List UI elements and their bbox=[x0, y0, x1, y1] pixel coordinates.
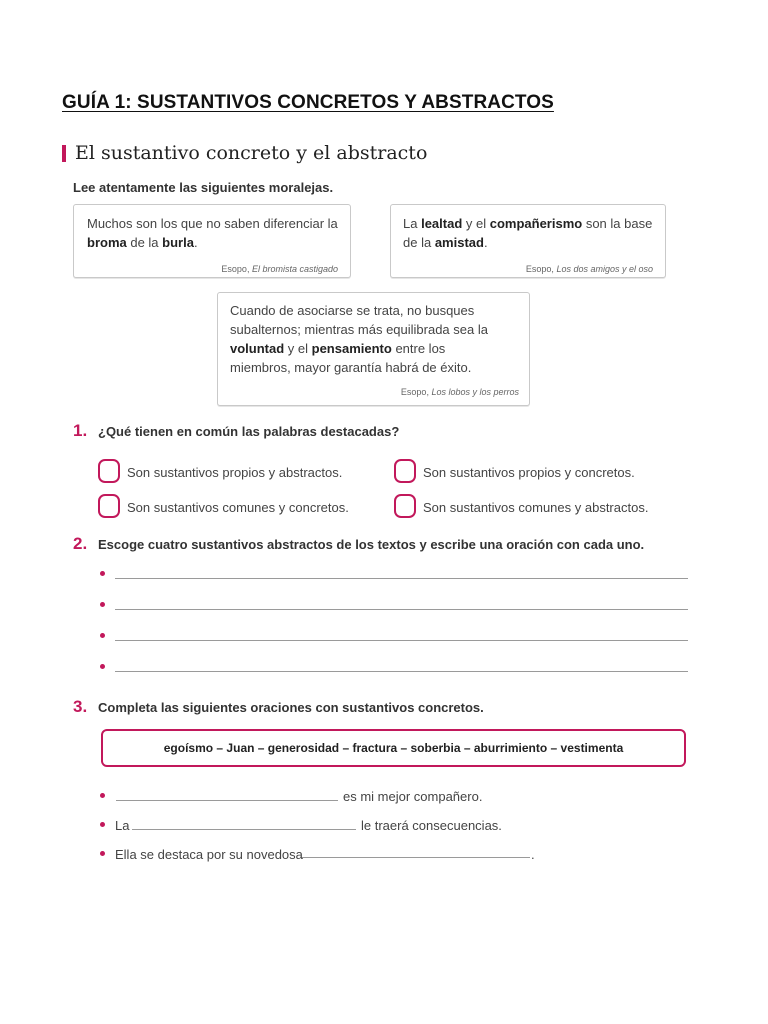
bullet bbox=[100, 602, 105, 607]
answer-line-3[interactable] bbox=[115, 640, 688, 641]
bullet bbox=[100, 571, 105, 576]
question-2-text: Escoge cuatro sustantivos abstractos de los textos y escribe una oración con cada uno. bbox=[98, 537, 645, 552]
option-c-label: Son sustantivos comunes y concretos. bbox=[127, 500, 349, 515]
checkbox-option-a[interactable] bbox=[98, 459, 120, 483]
sentence-1-after: es mi mejor compañero. bbox=[343, 789, 483, 804]
sentence-3-after: . bbox=[531, 847, 535, 862]
checkbox-option-d[interactable] bbox=[394, 494, 416, 518]
answer-line-2[interactable] bbox=[115, 609, 688, 610]
answer-line-4[interactable] bbox=[115, 671, 688, 672]
question-1-text: ¿Qué tienen en común las palabras destacadas? bbox=[98, 424, 400, 439]
option-b-label: Son sustantivos propios y concretos. bbox=[423, 465, 635, 480]
blank-1[interactable] bbox=[116, 800, 338, 801]
quote-source-3: Esopo, Los lobos y los perros bbox=[400, 387, 519, 397]
quote-text-2: La lealtad y el compañerismo son la base de la amistad. bbox=[403, 216, 653, 250]
sentence-3-before: Ella se destaca por su novedosa bbox=[115, 847, 303, 862]
sentence-2-after: le traerá consecuencias. bbox=[361, 818, 502, 833]
bullet bbox=[100, 664, 105, 669]
bullet bbox=[100, 851, 105, 856]
quote-box-2 bbox=[390, 204, 666, 278]
question-2-number: 2. bbox=[73, 534, 88, 553]
section-marker bbox=[62, 145, 66, 162]
checkbox-option-b[interactable] bbox=[394, 459, 416, 483]
word-bank bbox=[101, 729, 686, 767]
section-title: El sustantivo concreto y el abstracto bbox=[75, 142, 428, 164]
bullet bbox=[100, 633, 105, 638]
quote-source-2: Esopo, Los dos amigos y el oso bbox=[525, 264, 653, 274]
question-3-number: 3. bbox=[73, 697, 88, 716]
question-3-text: Completa las siguientes oraciones con sustantivos concretos. bbox=[98, 700, 484, 715]
quote-box-3 bbox=[217, 292, 530, 406]
option-d-label: Son sustantivos comunes y abstractos. bbox=[423, 500, 649, 515]
word-bank-text: egoísmo – Juan – generosidad – fractura – soberbia – aburrimiento – vestimenta bbox=[163, 741, 624, 755]
quote-source-1: Esopo, El bromista castigado bbox=[221, 264, 338, 274]
quote-text-1: Muchos son los que no saben diferenciar la broma de la burla. bbox=[87, 216, 338, 250]
question-1-number: 1. bbox=[73, 421, 88, 440]
checkbox-option-c[interactable] bbox=[98, 494, 120, 518]
answer-line-1[interactable] bbox=[115, 578, 688, 579]
bullet bbox=[100, 793, 105, 798]
quote-box-1 bbox=[73, 204, 351, 278]
sentence-2-before: La bbox=[115, 818, 130, 833]
blank-2[interactable] bbox=[132, 829, 356, 830]
bullet bbox=[100, 822, 105, 827]
page-title: GUÍA 1: SUSTANTIVOS CONCRETOS Y ABSTRACTOS bbox=[62, 92, 554, 113]
blank-3[interactable] bbox=[302, 857, 530, 858]
option-a-label: Son sustantivos propios y abstractos. bbox=[127, 465, 343, 480]
instruction: Lee atentamente las siguientes moralejas. bbox=[73, 180, 334, 195]
quote-text-3: Cuando de asociarse se trata, no busques subalternos; mientras más equilibrada sea la voluntad y el pensamiento entre los miembros, mayor garantía habrá de éxito. bbox=[230, 303, 488, 375]
